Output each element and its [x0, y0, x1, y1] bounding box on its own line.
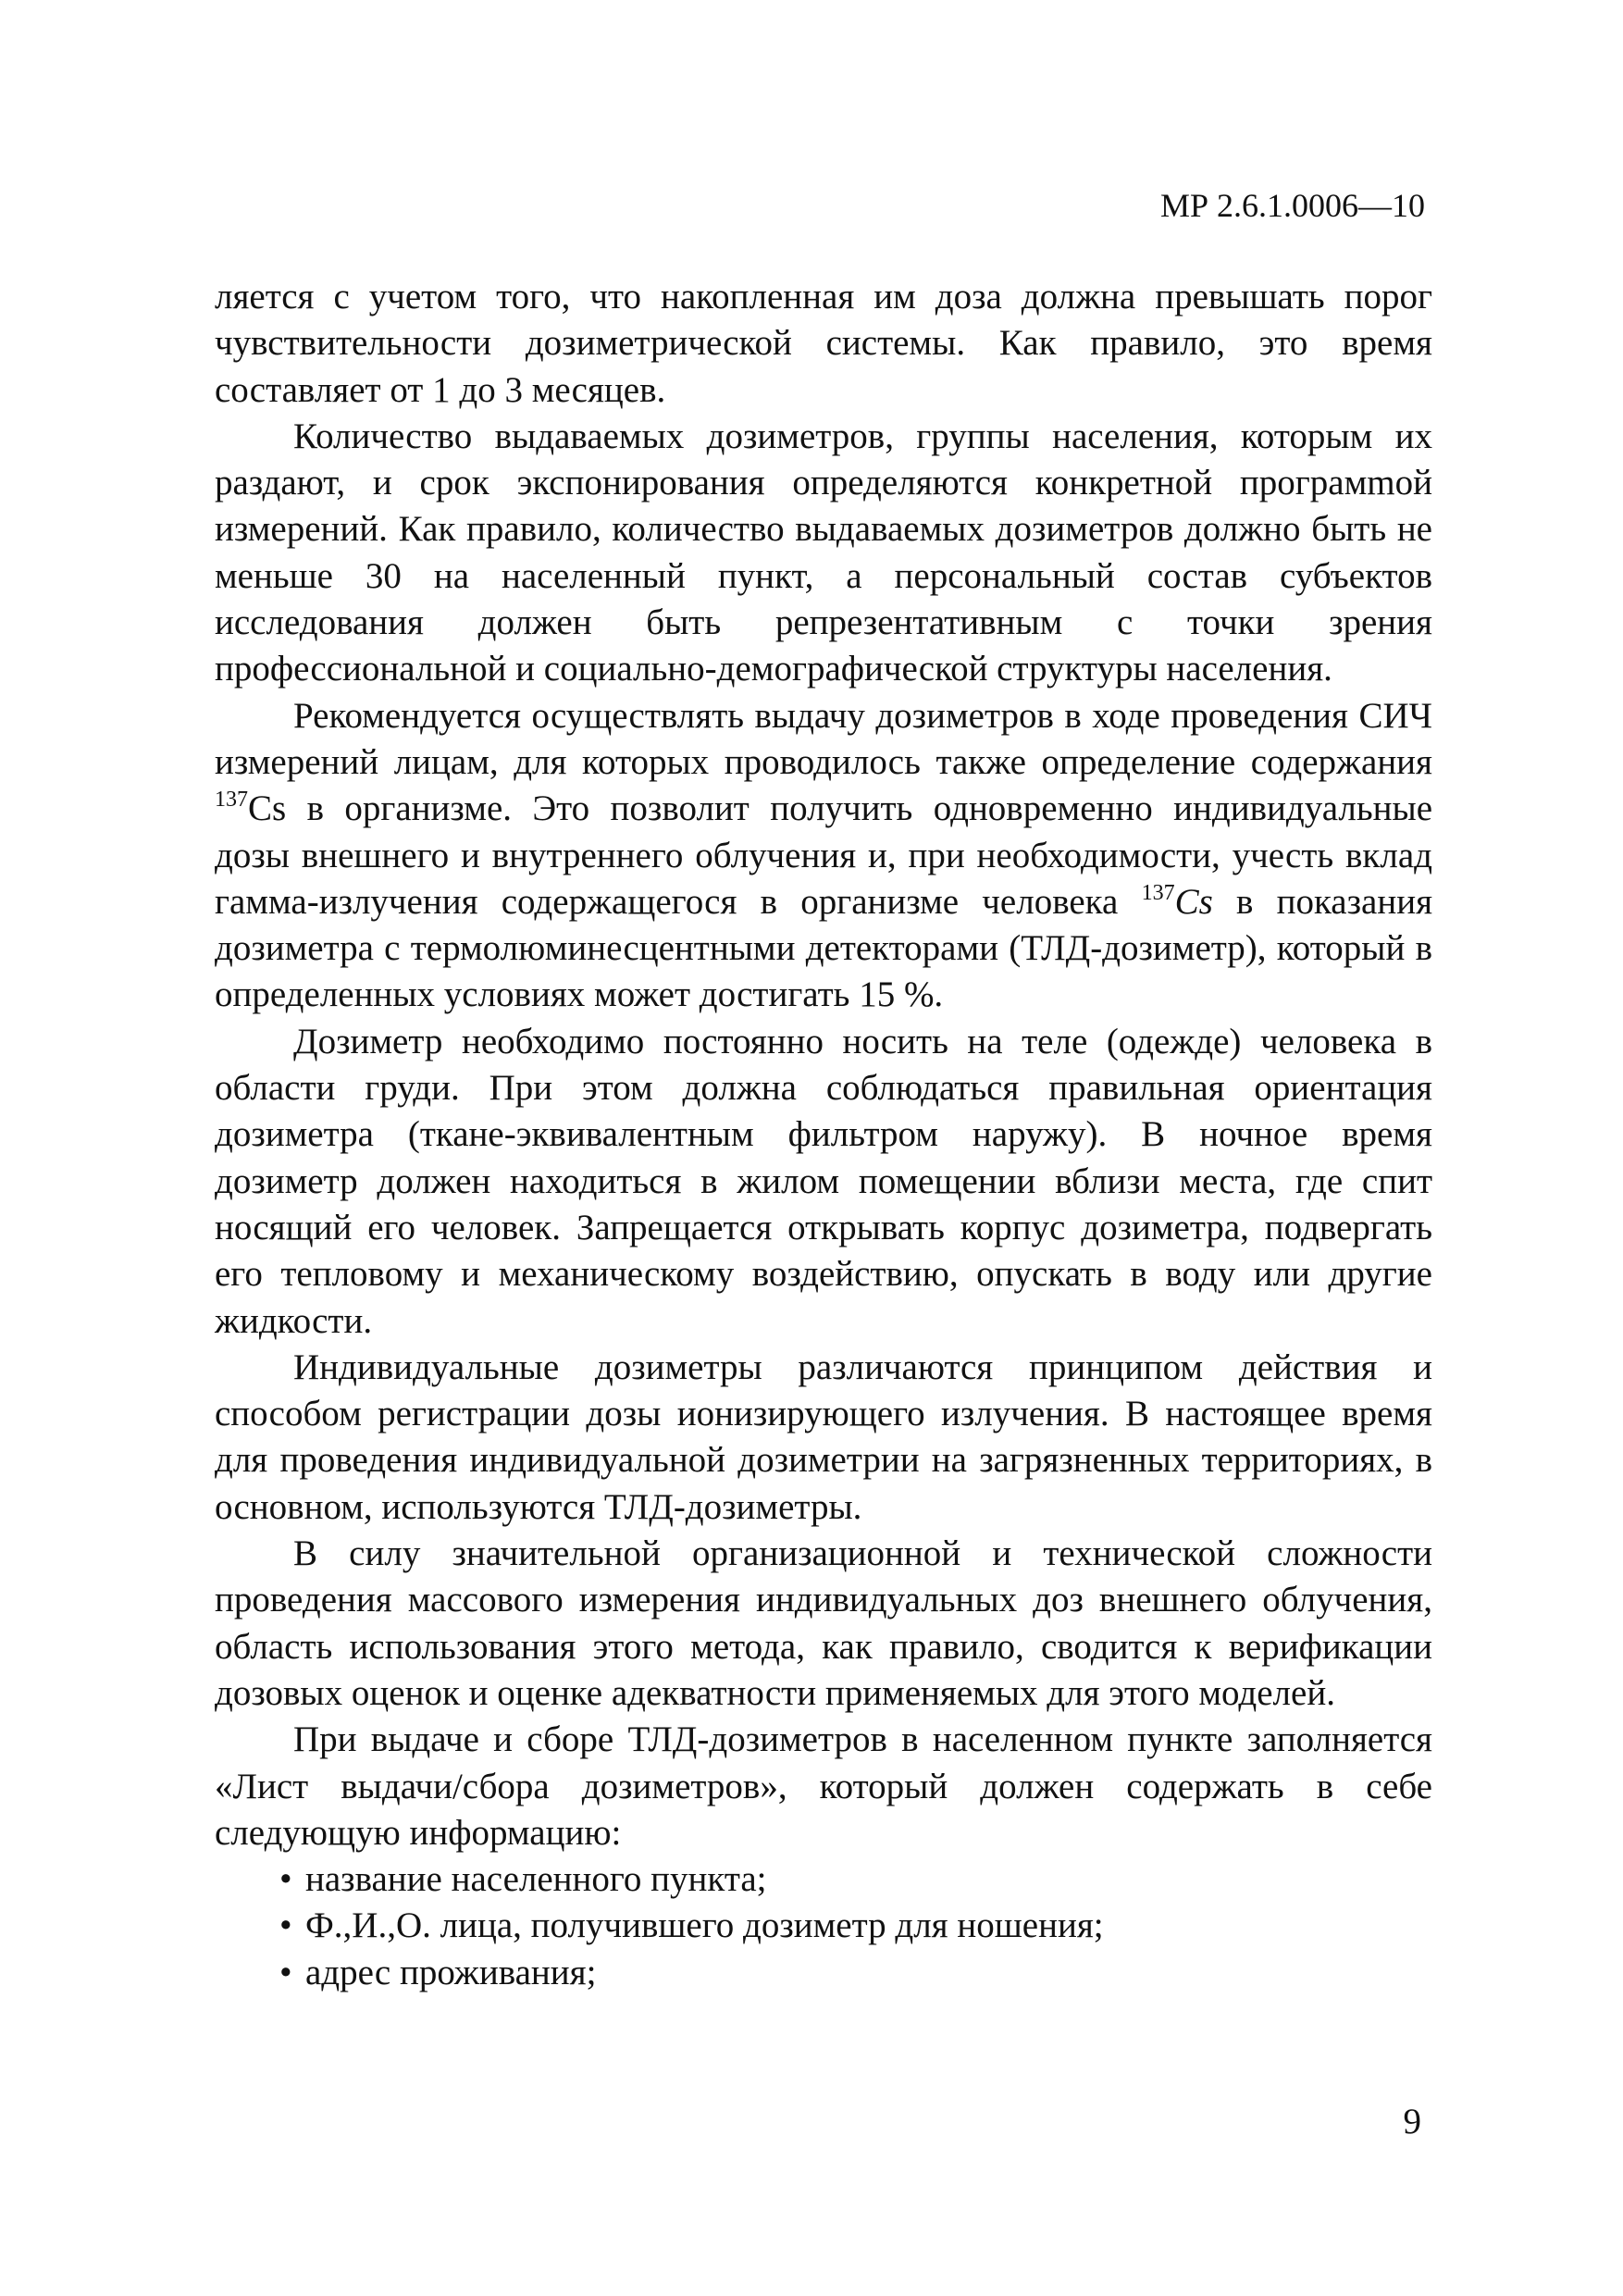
list-item-text: название населенного пункта; — [305, 1859, 767, 1900]
list-item — [279, 1903, 1432, 1949]
bullet-icon: • — [279, 1905, 292, 1946]
paragraph-recommendation — [215, 693, 1432, 1019]
page-number: 9 — [1403, 2102, 1421, 2141]
issue-sheet-info-list — [215, 1856, 1432, 1996]
bullet-icon: • — [279, 1859, 292, 1900]
list-item-text: Ф.,И.,О. лица, получившего дозиметр для ношения; — [305, 1905, 1104, 1946]
isotope-mass-number: 137 — [215, 788, 248, 813]
recommendation-text-part-1: Рекомендуется осуществлять выдачу дозиметров в ходе проведения СИЧ измерений лицам, для которых проводилось также определение содержания — [215, 695, 1432, 782]
paragraph-dosimeter-types: Индивидуальные дозиметры различаются принципом действия и способом регистрации дозы ионизирующего излучения. В настоящее время для проведения индивидуальной дозиметрии на загрязненных территориях, в основном, используются ТЛД-дозиметры. — [215, 1347, 1432, 1527]
recommendation-text-part-3: в показания дозиметра с термолюминесцентными детекторами (ТЛД-дозиметр), который в определенных условиях может достигать 15 %. — [215, 881, 1433, 1015]
isotope-mass-number: 137 — [1141, 880, 1175, 905]
isotope-symbol: Cs — [248, 788, 287, 829]
list-item — [279, 1856, 1432, 1903]
paragraph-dosimeter-quantity: Количество выдаваемых дозиметров, группы населения, которым их раздают, и срок экспонирования определяются конкретной програмmой измерений. Как правило, количество выдаваемых дозиметров должно быть не меньше 30 на населенный пункт, а персональный состав субъектов исследования должен быть репрезентативным с точки зрения профессиональной и социально-демографической структуры населения. — [215, 416, 1432, 689]
list-item-text: адрес проживания; — [305, 1952, 597, 1992]
bullet-icon: • — [279, 1952, 292, 1992]
paragraph-method-scope: В силу значительной организационной и технической сложности проведения массового измерения индивидуальных доз внешнего облучения, область использования этого метода, как правило, сводится к верификации дозовых оценок и оценке адекватности применяемых для этого моделей. — [215, 1533, 1432, 1713]
recommendation-text-part-2: в организме. Это позволит получить одновременно индивидуальные дозы внешнего и внутреннего облучения и, при необходимости, учесть вклад гамма-излучения содержащегося в организме человека — [215, 788, 1432, 922]
page-body — [215, 274, 1432, 1996]
list-item — [279, 1950, 1432, 1996]
paragraph-wearing-rules: Дозиметр необходимо постоянно носить на теле (одежде) человека в области груди. При этом должна соблюдаться правильная ориентация дозиметра (ткане-эквивалентным фильтром наружу). В ночное время дозиметр должен находиться в жилом помещении вблизи места, где спит носящий его человек. Запрещается открывать корпус дозиметра, подвергать его тепловому и механическому воздействию, опускать в воду или другие жидкости. — [215, 1021, 1432, 1341]
paragraph-issue-sheet: При выдаче и сборе ТЛД-дозиметров в населенном пункте заполняется «Лист выдачи/сбора дозиметров», который должен содержать в себе следующую информацию: — [215, 1719, 1432, 1853]
document-code: МР 2.6.1.0006—10 — [1159, 187, 1425, 224]
isotope-symbol: Cs — [1174, 881, 1213, 922]
paragraph-exposure-time: ляется с учетом того, что накопленная им доза должна превышать порог чувствительности дозиметрической системы. Как правило, это время составляет от 1 до 3 месяцев. — [215, 277, 1432, 410]
